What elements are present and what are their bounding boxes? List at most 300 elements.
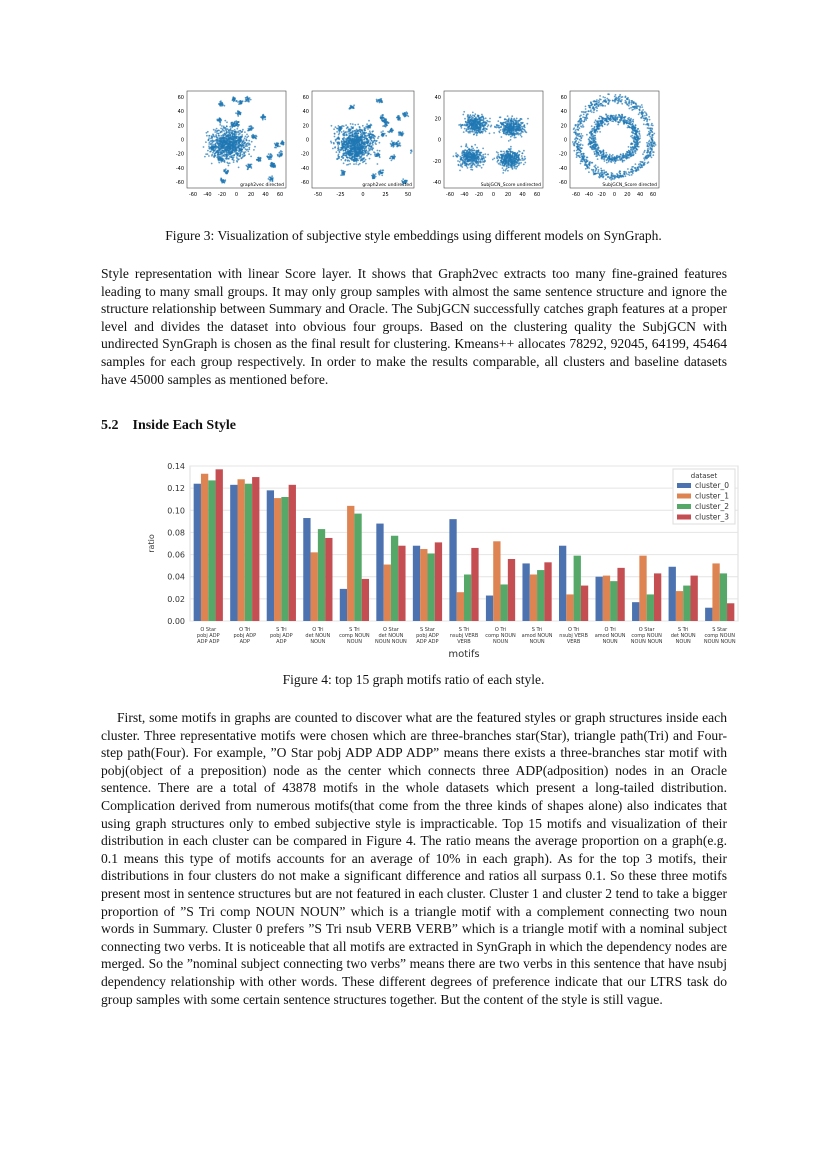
scatter-point	[229, 149, 231, 151]
scatter-point	[348, 164, 350, 166]
scatter-point	[345, 143, 347, 145]
scatter-point	[477, 123, 479, 125]
scatter-point	[212, 152, 214, 154]
scatter-point	[509, 122, 511, 124]
scatter-point	[365, 163, 367, 165]
scatter-point	[226, 121, 228, 123]
scatter-point	[520, 134, 522, 136]
scatter-point	[476, 119, 478, 121]
y-tick-label: 0	[305, 137, 309, 144]
scatter-point	[638, 113, 640, 115]
scatter-point	[210, 147, 212, 149]
scatter-point	[241, 134, 243, 136]
scatter-point	[456, 156, 458, 158]
scatter-point	[228, 165, 230, 167]
scatter-point	[498, 163, 500, 165]
scatter-point	[484, 153, 486, 155]
scatter-point	[238, 124, 240, 126]
scatter-point	[364, 150, 366, 152]
scatter-point	[365, 132, 367, 134]
scatter-point	[487, 154, 489, 156]
scatter-point	[354, 160, 356, 162]
scatter-point	[240, 157, 242, 159]
scatter-point	[246, 134, 248, 136]
scatter-point	[371, 140, 373, 142]
scatter-point	[235, 149, 237, 151]
scatter-point	[598, 169, 600, 171]
scatter-point	[500, 116, 502, 118]
scatter-point	[356, 134, 358, 136]
scatter-point	[472, 128, 474, 130]
scatter-point	[336, 151, 338, 153]
scatter-point	[511, 117, 513, 119]
scatter-point	[272, 164, 274, 166]
scatter-point	[225, 172, 227, 174]
scatter-point	[476, 135, 478, 137]
scatter-point	[490, 125, 492, 127]
scatter-point	[520, 118, 522, 120]
scatter-point	[521, 157, 523, 159]
scatter-point	[352, 127, 354, 129]
scatter-point	[361, 159, 363, 161]
scatter-point	[221, 182, 223, 184]
scatter-point	[471, 146, 473, 148]
scatter-point	[520, 162, 522, 164]
scatter-point	[262, 119, 264, 121]
scatter-point	[372, 178, 374, 180]
scatter-point	[514, 126, 516, 128]
scatter-point	[342, 174, 344, 176]
scatter-point	[211, 163, 213, 165]
scatter-point	[655, 144, 657, 146]
scatter-point	[228, 152, 230, 154]
scatter-point	[573, 150, 575, 152]
scatter-point	[356, 139, 358, 141]
scatter-point	[341, 170, 343, 172]
y-tick-label: 60	[177, 95, 184, 101]
scatter-point	[211, 155, 213, 157]
scatter-point	[518, 158, 520, 160]
scatter-point	[217, 130, 219, 132]
scatter-point	[410, 150, 412, 152]
scatter-point	[517, 132, 519, 134]
scatter-point	[220, 152, 222, 154]
scatter-panel	[422, 88, 547, 203]
scatter-point	[228, 158, 230, 160]
scatter-point	[236, 128, 238, 130]
scatter-point	[225, 127, 227, 129]
scatter-point	[354, 150, 356, 152]
scatter-point	[515, 130, 517, 132]
scatter-point	[396, 143, 398, 145]
scatter-point	[501, 154, 503, 156]
scatter-point	[392, 146, 394, 148]
scatter-point	[233, 125, 235, 127]
scatter-point	[353, 130, 355, 132]
scatter-point	[338, 134, 340, 136]
scatter-point	[342, 138, 344, 140]
scatter-point	[213, 134, 215, 136]
x-tick-label: 60	[533, 192, 541, 198]
scatter-point	[340, 128, 342, 130]
scatter-point	[511, 126, 513, 128]
scatter-point	[348, 141, 350, 143]
scatter-point	[382, 125, 384, 127]
scatter-point	[235, 142, 237, 144]
scatter-point	[246, 149, 248, 151]
scatter-point	[238, 146, 240, 148]
scatter-point	[350, 123, 352, 125]
scatter-point	[460, 146, 462, 148]
scatter-point	[271, 155, 273, 157]
scatter-point	[382, 114, 384, 116]
scatter-point	[346, 156, 348, 158]
scatter-point	[512, 164, 514, 166]
y-tick-label: 0	[437, 137, 441, 144]
scatter-point	[226, 139, 228, 141]
scatter-point	[370, 137, 372, 139]
scatter-point	[332, 148, 334, 150]
scatter-point	[508, 129, 510, 131]
scatter-point	[460, 159, 462, 161]
scatter-point	[489, 118, 491, 120]
scatter-point	[363, 153, 365, 155]
scatter-point	[516, 118, 518, 120]
scatter-point	[262, 114, 264, 116]
scatter-point	[357, 151, 359, 153]
scatter-point	[515, 160, 517, 162]
scatter-point	[234, 151, 236, 153]
scatter-point	[240, 131, 242, 133]
scatter-point	[375, 143, 377, 145]
scatter-point	[229, 139, 231, 141]
scatter-point	[472, 154, 474, 156]
scatter-point	[504, 130, 506, 132]
scatter-point	[369, 130, 371, 132]
scatter-point	[354, 147, 356, 149]
scatter-point	[466, 124, 468, 126]
scatter-point	[343, 157, 345, 159]
scatter-point	[472, 112, 474, 114]
scatter-point	[500, 122, 502, 124]
scatter-point	[208, 135, 210, 137]
scatter-point	[509, 124, 511, 126]
scatter-point	[343, 146, 345, 148]
scatter-point	[648, 161, 650, 163]
scatter-point	[233, 134, 235, 136]
scatter-point	[218, 158, 220, 160]
scatter-point	[334, 136, 336, 138]
scatter-point	[364, 141, 366, 143]
scatter-point	[220, 100, 222, 102]
scatter-point	[354, 133, 356, 135]
scatter-point	[240, 103, 242, 105]
scatter-point	[391, 160, 393, 162]
scatter-point	[463, 158, 465, 160]
scatter-point	[242, 154, 244, 156]
scatter-point	[334, 147, 336, 149]
scatter-point	[361, 138, 363, 140]
x-tick-label: 0	[491, 192, 496, 198]
plot-frame	[444, 91, 543, 188]
scatter-point	[467, 147, 469, 149]
scatter-point	[362, 125, 364, 127]
scatter-point	[245, 151, 247, 153]
scatter-point	[211, 137, 213, 139]
scatter-point	[482, 117, 484, 119]
scatter-point	[235, 137, 237, 139]
scatter-point	[472, 152, 474, 154]
scatter-point	[513, 152, 515, 154]
scatter-point	[282, 142, 284, 144]
scatter-point	[474, 115, 476, 117]
scatter-point	[240, 140, 242, 142]
scatter-point	[381, 117, 383, 119]
scatter-point	[502, 154, 504, 156]
scatter-point	[242, 129, 244, 131]
scatter-point	[225, 129, 227, 131]
scatter-point	[516, 157, 518, 159]
scatter-point	[521, 126, 523, 128]
scatter-point	[216, 119, 218, 121]
scatter-point	[481, 157, 483, 159]
scatter-point	[508, 140, 510, 142]
scatter-point	[219, 121, 221, 123]
scatter-point	[213, 129, 215, 131]
y-tick-label: -40	[300, 165, 309, 172]
scatter-point	[247, 144, 249, 146]
scatter-point	[492, 159, 494, 161]
scatter-point	[474, 154, 476, 156]
scatter-point	[517, 122, 519, 124]
x-tick-label: -20	[217, 192, 227, 198]
y-tick-label: 40	[434, 95, 441, 101]
scatter-point	[501, 136, 503, 138]
scatter-point	[382, 169, 384, 171]
scatter-point	[641, 104, 643, 106]
scatter-point	[215, 129, 217, 131]
scatter-point	[234, 121, 236, 123]
scatter-point	[253, 149, 255, 151]
scatter-point	[367, 151, 369, 153]
scatter-point	[478, 131, 480, 133]
scatter-point	[380, 169, 382, 171]
scatter-point	[508, 163, 510, 165]
scatter-point	[349, 135, 351, 137]
y-tick-label: -40	[432, 180, 441, 186]
scatter-point	[482, 164, 484, 166]
scatter-point	[519, 120, 521, 122]
scatter-point	[367, 133, 369, 135]
scatter-point	[372, 173, 374, 175]
scatter-point	[226, 171, 228, 173]
scatter-point	[460, 124, 462, 126]
scatter-point	[582, 135, 584, 137]
scatter-point	[250, 99, 252, 101]
scatter-point	[353, 143, 355, 145]
y-tick-label: 20	[177, 123, 184, 130]
scatter-point	[520, 124, 522, 126]
scatter-point	[279, 156, 281, 158]
scatter-point	[515, 123, 517, 125]
scatter-point	[381, 174, 383, 176]
scatter-point	[222, 180, 224, 182]
scatter-point	[475, 152, 477, 154]
scatter-point	[511, 115, 513, 117]
scatter-point	[234, 97, 236, 99]
scatter-point	[218, 135, 220, 137]
scatter-point	[219, 149, 221, 151]
scatter-point	[472, 157, 474, 159]
x-tick-label: -40	[460, 192, 469, 198]
scatter-point	[238, 113, 240, 115]
scatter-point	[247, 168, 249, 170]
scatter-point	[517, 163, 519, 165]
scatter-point	[514, 120, 516, 122]
scatter-point	[359, 163, 361, 165]
scatter-point	[238, 111, 240, 113]
x-tick-label: 20	[247, 192, 255, 198]
scatter-point	[508, 148, 510, 150]
scatter-point	[381, 172, 383, 174]
scatter-point	[493, 132, 495, 134]
y-tick-label: 20	[434, 116, 441, 123]
scatter-point	[374, 154, 376, 156]
scatter-point	[372, 176, 374, 178]
scatter-point	[372, 142, 374, 144]
scatter-point	[281, 153, 283, 155]
scatter-point	[482, 132, 484, 134]
scatter-point	[270, 153, 272, 155]
scatter-point	[465, 162, 467, 164]
scatter-point	[229, 137, 231, 139]
scatter-point	[393, 154, 395, 156]
scatter-point	[473, 134, 475, 136]
scatter-point	[466, 128, 468, 130]
scatter-point	[505, 159, 507, 161]
scatter-point	[355, 163, 357, 165]
scatter-point	[464, 118, 466, 120]
scatter-point	[519, 163, 521, 165]
scatter-point	[522, 128, 524, 130]
scatter-point	[503, 169, 505, 171]
scatter-point	[219, 142, 221, 144]
scatter-point	[245, 136, 247, 138]
scatter-point	[267, 156, 269, 158]
scatter-point	[236, 158, 238, 160]
scatter-point	[410, 152, 412, 154]
scatter-point	[512, 158, 514, 160]
scatter-point	[482, 155, 484, 157]
scatter-point	[342, 144, 344, 146]
scatter-point	[365, 159, 367, 161]
scatter-point	[215, 151, 217, 153]
scatter-point	[238, 167, 240, 169]
scatter-point	[343, 162, 345, 164]
scatter-point	[381, 101, 383, 103]
scatter-point	[360, 144, 362, 146]
scatter-point	[503, 151, 505, 153]
scatter-point	[467, 154, 469, 156]
scatter-point	[457, 154, 459, 156]
scatter-point	[501, 160, 503, 162]
scatter-point	[343, 130, 345, 132]
scatter-point	[474, 164, 476, 166]
scatter-point	[459, 161, 461, 163]
scatter-point	[500, 126, 502, 128]
scatter-point	[596, 99, 598, 101]
scatter-point	[371, 148, 373, 150]
scatter-point	[352, 138, 354, 140]
y-tick-label: -60	[300, 180, 309, 186]
scatter-point	[345, 131, 347, 133]
scatter-point	[241, 149, 243, 151]
scatter-point	[217, 152, 219, 154]
scatter-point	[391, 131, 393, 133]
scatter-point	[279, 151, 281, 153]
scatter-point	[351, 132, 353, 134]
scatter-point	[472, 148, 474, 150]
scatter-point	[489, 133, 491, 135]
scatter-point	[346, 133, 348, 135]
scatter-point	[479, 124, 481, 126]
scatter-point	[357, 131, 359, 133]
scatter-point	[512, 133, 514, 135]
scatter-point	[221, 105, 223, 107]
scatter-point	[404, 114, 406, 116]
scatter-point	[461, 153, 463, 155]
scatter-point	[485, 117, 487, 119]
scatter-point	[352, 123, 354, 125]
scatter-point	[235, 144, 237, 146]
scatter-point	[239, 114, 241, 116]
scatter-point	[504, 127, 506, 129]
scatter-point	[271, 175, 273, 177]
scatter-point	[515, 121, 517, 123]
scatter-point	[268, 176, 270, 178]
scatter-point	[510, 148, 512, 150]
scatter-point	[603, 170, 605, 172]
scatter-point	[237, 142, 239, 144]
scatter-point	[518, 150, 520, 152]
scatter-point	[363, 139, 365, 141]
scatter-point	[340, 159, 342, 161]
scatter-point	[232, 159, 234, 161]
scatter-point	[375, 173, 377, 175]
x-tick-label: -40	[203, 192, 212, 198]
scatter-point	[344, 171, 346, 173]
scatter-point	[355, 152, 357, 154]
scatter-point	[280, 153, 282, 155]
scatter-point	[476, 125, 478, 127]
scatter-point	[510, 158, 512, 160]
scatter-point	[597, 158, 599, 160]
scatter-point	[218, 162, 220, 164]
scatter-point	[468, 127, 470, 129]
scatter-point	[471, 160, 473, 162]
scatter-point	[511, 162, 513, 164]
scatter-point	[248, 128, 250, 130]
scatter-point	[343, 134, 345, 136]
scatter-point	[337, 145, 339, 147]
scatter-point	[264, 116, 266, 118]
scatter-point	[240, 100, 242, 102]
scatter-point	[467, 115, 469, 117]
scatter-point	[231, 127, 233, 129]
scatter-point	[478, 149, 480, 151]
scatter-point	[469, 160, 471, 162]
scatter-point	[336, 138, 338, 140]
